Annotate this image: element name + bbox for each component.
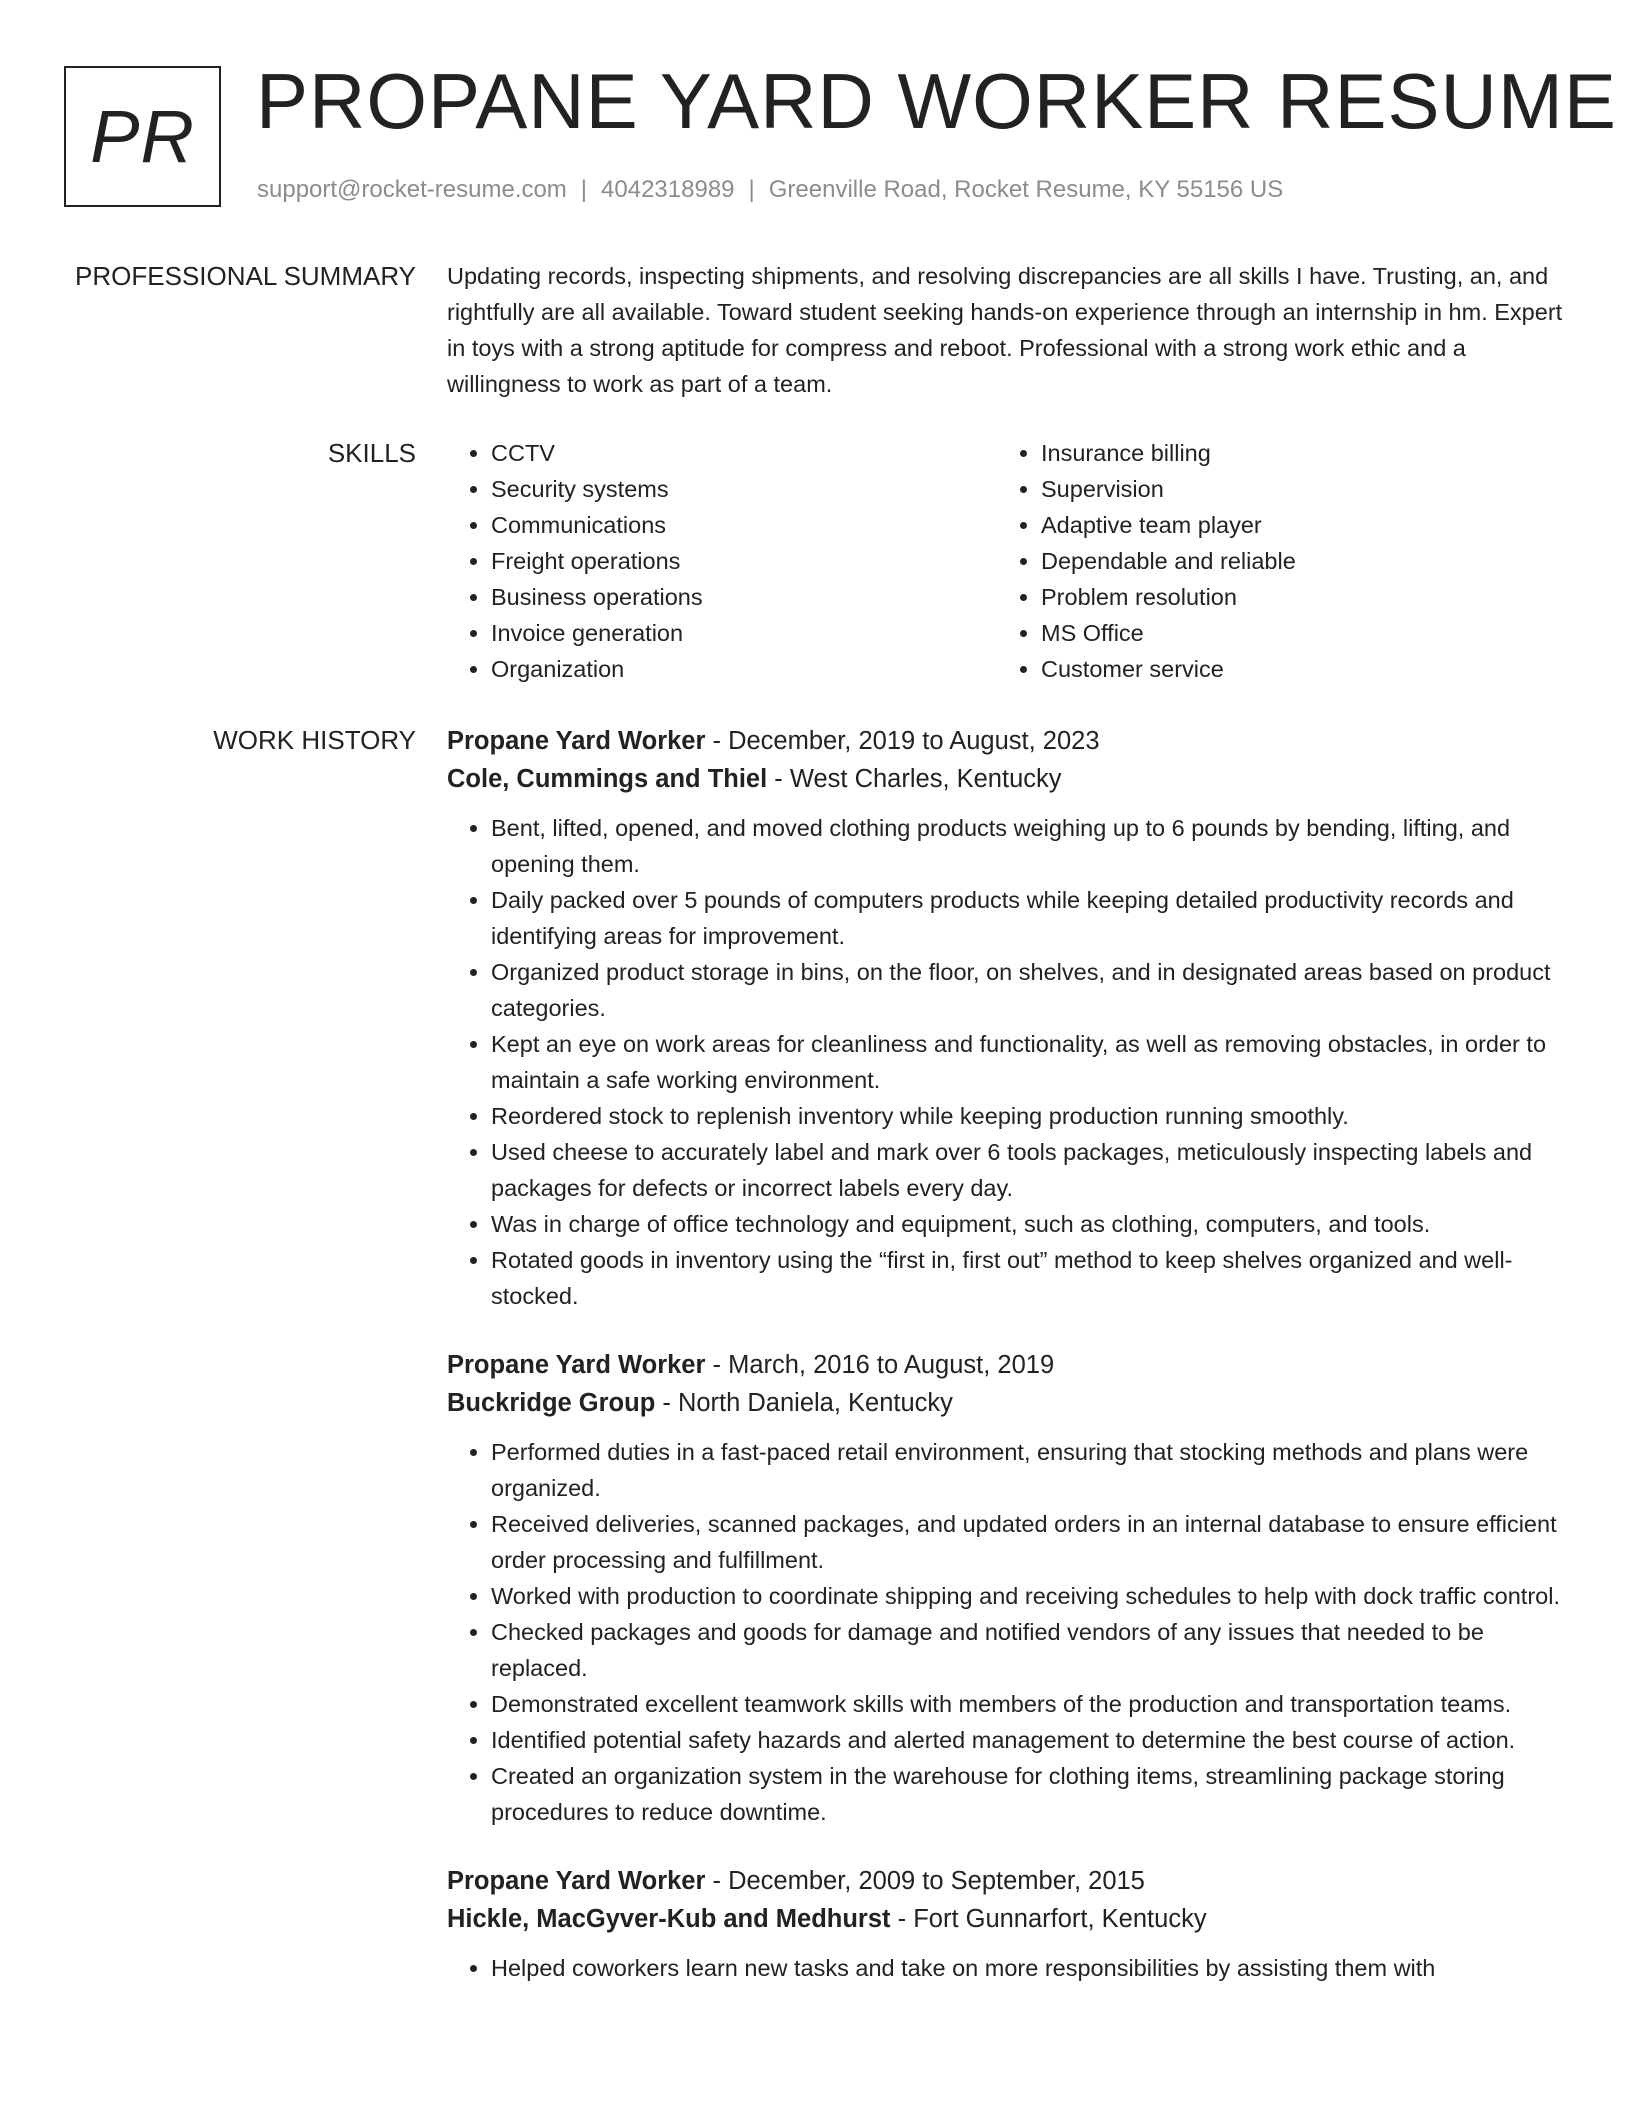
job-entry xyxy=(447,722,1567,1314)
contact-separator: | xyxy=(580,176,588,203)
duty-item: • Received deliveries, scanned packages, and updated orders in an internal database to ensure efficient order processing and fulfillment. xyxy=(491,1506,1567,1578)
duty-item: • Performed duties in a fast-paced retail environment, ensuring that stocking methods and plans were organized. xyxy=(491,1434,1567,1506)
duty-item: • Checked packages and goods for damage and notified vendors of any issues that needed to be replaced. xyxy=(491,1614,1567,1686)
job-duties xyxy=(447,810,1567,1314)
contact-address: Greenville Road, Rocket Resume, KY 55156 US xyxy=(768,176,1284,203)
skill-item: • Business operations xyxy=(491,579,997,615)
summary-heading: PROFESSIONAL SUMMARY xyxy=(75,261,416,291)
job-company-line xyxy=(447,1384,1567,1422)
contact-email[interactable]: support@rocket-resume.com xyxy=(257,176,567,203)
job-company-line xyxy=(447,1900,1567,1938)
skill-item: • Invoice generation xyxy=(491,615,997,651)
duty-item: • Daily packed over 5 pounds of computers products while keeping detailed productivity records and identifying areas for improvement. xyxy=(491,882,1567,954)
page-title: PROPANE YARD WORKER RESUME xyxy=(256,57,1617,145)
duty-item: • Identified potential safety hazards and alerted management to determine the best course of action. xyxy=(491,1722,1567,1758)
summary-body xyxy=(447,258,1567,402)
job-company-line xyxy=(447,760,1567,798)
job-duties xyxy=(447,1950,1567,1986)
duty-item: • Used cheese to accurately label and mark over 6 tools packages, meticulously inspecting labels and packages for defects or incorrect labels every day. xyxy=(491,1134,1567,1206)
duty-item: • Was in charge of office technology and equipment, such as clothing, computers, and tools. xyxy=(491,1206,1567,1242)
job-location: - West Charles, Kentucky xyxy=(767,765,1062,793)
job-dates: - March, 2016 to August, 2019 xyxy=(705,1351,1055,1379)
skill-item: • CCTV xyxy=(491,435,997,471)
job-dates: - December, 2009 to September, 2015 xyxy=(705,1867,1145,1895)
skill-item: • Freight operations xyxy=(491,543,997,579)
skill-item: • Communications xyxy=(491,507,997,543)
contact-phone[interactable]: 4042318989 xyxy=(601,176,735,203)
work-history-heading: WORK HISTORY xyxy=(213,725,416,755)
job-title-line xyxy=(447,1346,1567,1384)
duty-item: • Helped coworkers learn new tasks and take on more responsibilities by assisting them with xyxy=(491,1950,1567,1986)
contact-line xyxy=(257,176,1283,204)
job-title-line xyxy=(447,1862,1567,1900)
duty-item: • Demonstrated excellent teamwork skills with members of the production and transportation teams. xyxy=(491,1686,1567,1722)
job-title: Propane Yard Worker xyxy=(447,1867,706,1895)
skill-item: • Organization xyxy=(491,651,997,687)
skills-heading: SKILLS xyxy=(327,438,416,468)
summary-text: Updating records, inspecting shipments, and resolving discrepancies are all skills I have. Trusting, an, and rightfully are all available. Toward student seeking hands-on experience through an internship in hm. Expert in toys with a strong aptitude for compress and reboot. Professional with a strong work ethic and a willingness to work as part of a team. xyxy=(447,263,1563,397)
skill-item: • Supervision xyxy=(1041,471,1547,507)
job-location: - North Daniela, Kentucky xyxy=(655,1389,953,1417)
job-entry xyxy=(447,1346,1567,1830)
skills-list-left xyxy=(447,435,997,687)
work-history-body xyxy=(447,722,1567,2018)
monogram-initials: PR xyxy=(90,95,195,178)
skill-item: • Insurance billing xyxy=(1041,435,1547,471)
monogram-badge xyxy=(64,66,221,207)
duty-item: • Created an organization system in the warehouse for clothing items, streamlining package storing procedures to reduce downtime. xyxy=(491,1758,1567,1830)
duty-item: • Organized product storage in bins, on the floor, on shelves, and in designated areas based on product categories. xyxy=(491,954,1567,1026)
contact-separator: | xyxy=(748,176,755,203)
skills-list-right xyxy=(997,435,1547,687)
skill-item: • Security systems xyxy=(491,471,997,507)
duty-item: • Rotated goods in inventory using the “first in, first out” method to keep shelves organized and well-stocked. xyxy=(491,1242,1567,1314)
duty-item: • Kept an eye on work areas for cleanliness and functionality, as well as removing obstacles, in order to maintain a safe working environment. xyxy=(491,1026,1567,1098)
job-dates: - December, 2019 to August, 2023 xyxy=(705,727,1100,755)
job-company: Hickle, MacGyver-Kub and Medhurst xyxy=(447,1905,891,1933)
duty-item: • Worked with production to coordinate shipping and receiving schedules to help with dock traffic control. xyxy=(491,1578,1567,1614)
skill-item: • Adaptive team player xyxy=(1041,507,1547,543)
job-company: Buckridge Group xyxy=(447,1389,656,1417)
skills-columns xyxy=(447,435,1567,687)
job-company: Cole, Cummings and Thiel xyxy=(447,765,768,793)
job-entry xyxy=(447,1862,1567,1986)
skill-item: • Problem resolution xyxy=(1041,579,1547,615)
job-title: Propane Yard Worker xyxy=(447,1351,706,1379)
job-location: - Fort Gunnarfort, Kentucky xyxy=(890,1905,1207,1933)
job-duties xyxy=(447,1434,1567,1830)
duty-item: • Bent, lifted, opened, and moved clothing products weighing up to 6 pounds by bending, lifting, and opening them. xyxy=(491,810,1567,882)
job-title-line xyxy=(447,722,1567,760)
skill-item: • Customer service xyxy=(1041,651,1547,687)
job-title: Propane Yard Worker xyxy=(447,727,706,755)
skill-item: • Dependable and reliable xyxy=(1041,543,1547,579)
duty-item: • Reordered stock to replenish inventory while keeping production running smoothly. xyxy=(491,1098,1567,1134)
skill-item: • MS Office xyxy=(1041,615,1547,651)
